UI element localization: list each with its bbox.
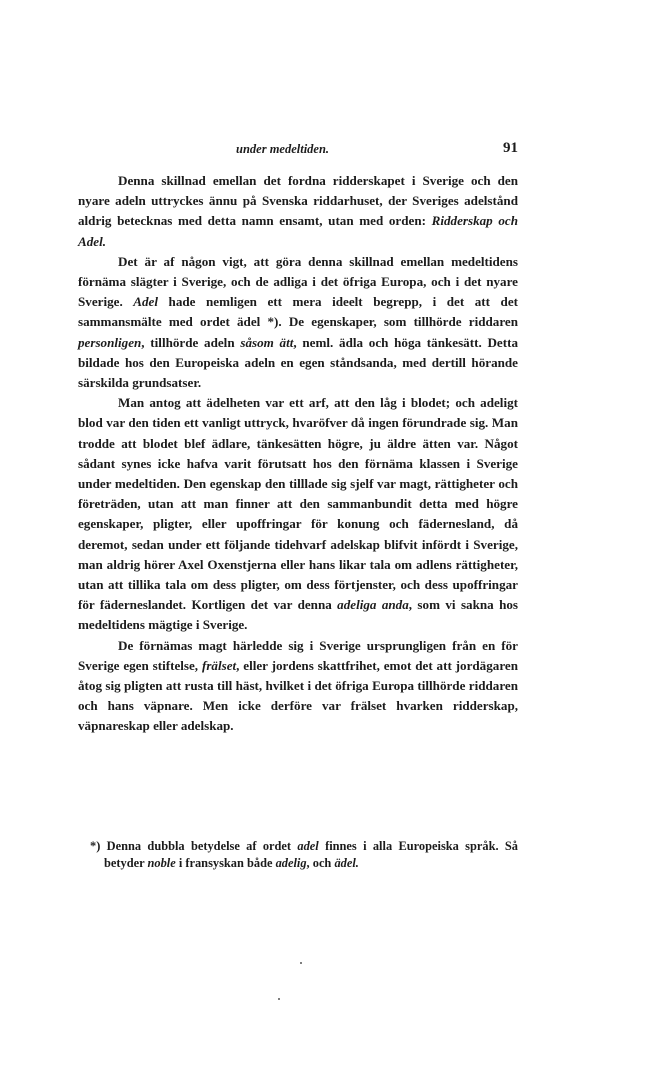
text-run: , och <box>306 856 335 870</box>
page-header <box>78 142 518 162</box>
text-run: , som vi sakna hos medeltidens mägtige i Sverige. <box>78 597 519 633</box>
text-run: finnes i alla Europeiska språk. Så betyder <box>104 839 519 870</box>
italic-text: adelig <box>275 856 307 870</box>
italic-text: såsom ätt <box>240 334 294 350</box>
italic-text: Adel <box>133 294 158 310</box>
text-run: Man antog att ädelheten var ett arf, att den låg i blodet; och adeligt blod var den tiden ett vanligt uttryck, hvaröfver då ingen förundrade sig. Man trodde att blodet blef ädlare, tänkesätten högre, ju äldre ätten var. Något sådant synes icke hafva varit förutsatt hos den förnäma klassen i Sverige under medeltiden. Den egenskap den tilllade sig sjelf var magt, rättigheter och företräden, utan att man finner att den sammanbundit detta med högre egenskaper, pligter, eller upoffringar för konung och fädernesland, då deremot, sedan under ett följande tidehvarf adelskap blifvit infördt i Sverige, man aldrig hörer Axel Oxenstjerna eller hans likar tala om adlens rättigheter, utan att tillika tala om dess pligter, om dess förtjenster, och dess upoffringar för fäderneslandet. Kortligen det var denna <box>78 395 518 613</box>
paper-speck <box>300 962 302 964</box>
page-number: 91 <box>503 140 518 156</box>
text-run: , eller jordens skattfrihet, emot det att jordägaren åtog sig pligten att rusta till häst, hvilket i det öfriga Europa tillhörde riddaren och hans väpnare. Men icke derföre var frälset hvarken ridderskap, väpnareskap eller adelskap. <box>78 657 518 734</box>
italic-text: personligen <box>78 334 142 350</box>
text-run: De förnämas magt härledde sig i Sverige ursprungligen från en för Sverige egen stiftelse, <box>78 637 518 673</box>
text-run: hade nemligen ett mera ideelt begrepp, i det att det sammansmälte med ordet ädel *). De egenskaper, som tillhörde riddaren <box>78 294 519 330</box>
paragraph <box>78 252 518 393</box>
paragraph <box>78 636 518 737</box>
italic-text: noble <box>147 856 176 870</box>
body-text <box>78 171 518 737</box>
text-run: Det är af någon vigt, att göra denna skillnad emellan medeltidens förnäma slägter i Sverige, och de adliga i det öfriga Europa, och i det nyare Sverige. <box>78 253 518 310</box>
paragraph <box>78 393 518 635</box>
paper-speck <box>278 998 280 1000</box>
text-run: , tillhörde adeln <box>141 334 241 350</box>
text-run: Denna skillnad emellan det fordna ridderskapet i Sverige och den nyare adeln uttryckes ännu på Svenska riddarhuset, der Sveriges adelstånd aldrig betecknas med detta namn ensamt, utan med orden: <box>78 173 518 229</box>
text-run: *) Denna dubbla betydelse af ordet <box>90 839 298 853</box>
italic-text: adel <box>297 839 319 853</box>
italic-text: frälset <box>201 657 237 673</box>
running-title: under medeltiden. <box>236 142 330 156</box>
italic-text: ädel. <box>334 856 359 870</box>
text-run: , neml. ädla och höga tänkesätt. Detta bildade hos den Europeiska adeln en egen ståndsanda, med dertill hörande särskilda grundsatser. <box>78 334 518 391</box>
italic-text: Ridderskap och Adel. <box>78 213 519 249</box>
italic-text: adeliga anda <box>337 597 409 613</box>
footnote <box>78 838 518 872</box>
paragraph <box>78 171 518 252</box>
text-run: i fransyskan både <box>175 856 276 870</box>
